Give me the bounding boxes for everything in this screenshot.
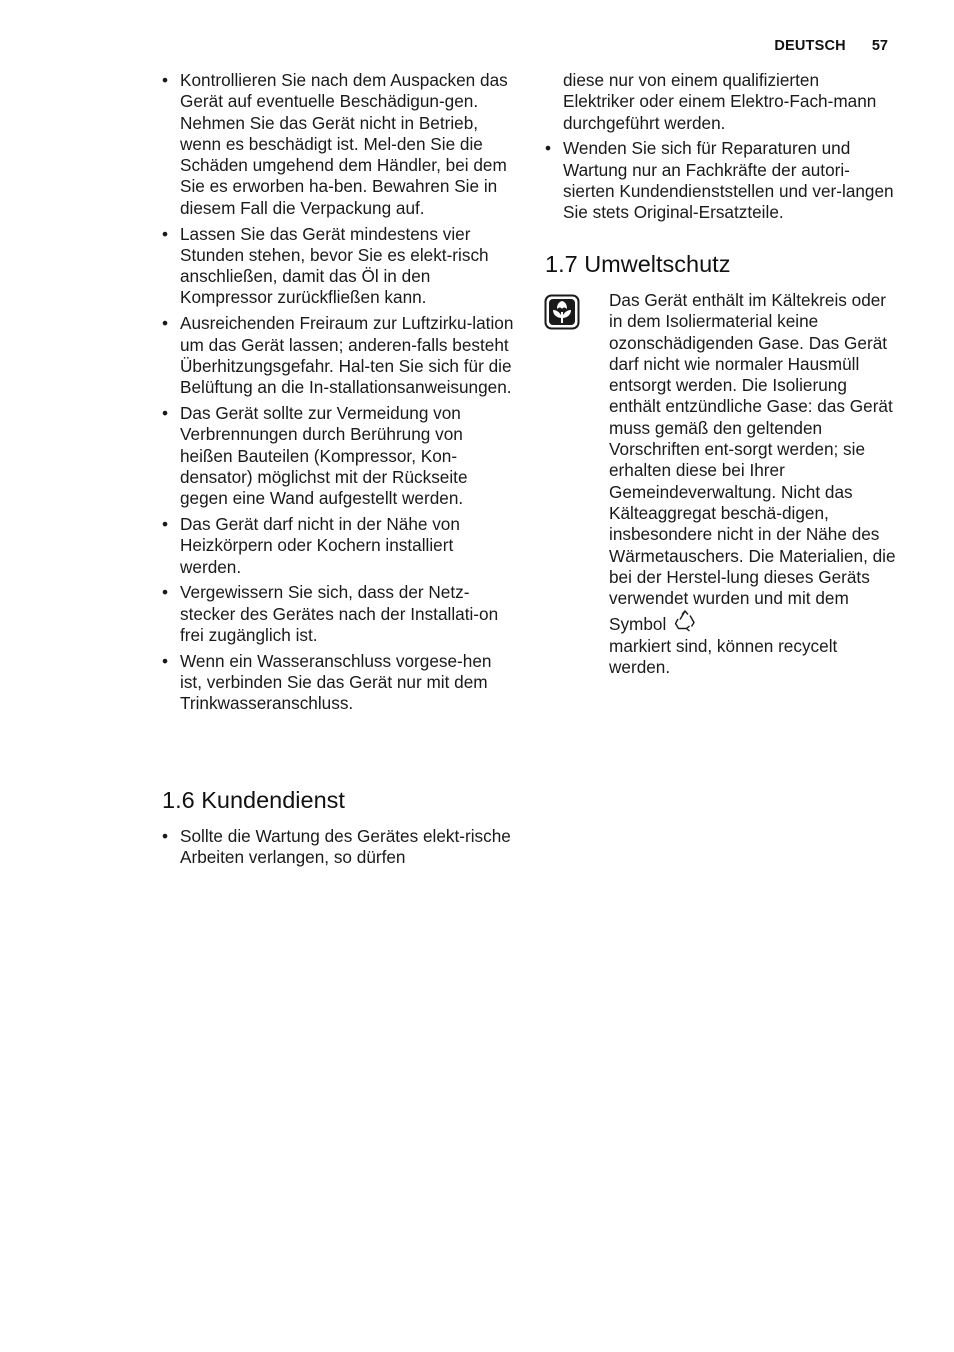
list-item: • Das Gerät sollte zur Vermeidung von Verbrennungen durch Berührung von heißen Bauteilen (Kompressor, Kon-densator) möglichst mit der Rückseite gegen eine Wand aufgestellt werden.: [162, 403, 517, 509]
list-item: • Wenden Sie sich für Reparaturen und Wartung nur an Fachkräfte der autori-sierten Kundendienststellen und ver-langen Sie stets Original-Ersatzteile.: [545, 138, 895, 223]
kundendienst-bullet-list: [162, 826, 517, 869]
page-number: 57: [871, 38, 888, 54]
section-heading-umweltschutz: 1.7 Umweltschutz: [545, 251, 731, 277]
list-item: • Sollte die Wartung des Gerätes elekt-rische Arbeiten verlangen, so dürfen: [162, 826, 517, 869]
list-item: • Vergewissern Sie sich, dass der Netz-stecker des Gerätes nach der Installati-on frei zugänglich ist.: [162, 582, 517, 646]
environment-text-end: markiert sind, können recycelt werden.: [609, 635, 838, 678]
list-item: • Das Gerät darf nicht in der Nähe von Heizkörpern oder Kochern installiert werden.: [162, 514, 517, 578]
list-item: • Kontrollieren Sie nach dem Auspacken das Gerät auf eventuelle Beschädigun-gen. Nehmen Sie das Gerät nicht in Betrieb, wenn es beschädigt ist. Mel-den Sie die Schäden umgehend dem Händler, bei dem Sie es erworben ha-ben. Bewahren Sie in diesem Fall die Verpackung auf.: [162, 70, 517, 219]
continued-paragraph: diese nur von einem qualifizierten Elektriker oder einem Elektro-Fach-mann durchgeführt werden.: [563, 70, 877, 133]
environment-flower-icon: [544, 294, 580, 330]
recycle-icon: [673, 609, 697, 633]
safety-bullet-list: [162, 70, 517, 715]
kundendienst-section: [162, 826, 517, 873]
right-column: [545, 70, 895, 228]
list-item: • Wenn ein Wasseranschluss vorgese-hen ist, verbinden Sie das Gerät nur mit dem Trinkwasseranschluss.: [162, 651, 517, 715]
list-item: • Ausreichenden Freiraum zur Luftzirku-lation um das Gerät lassen; anderen-falls besteht Überhitzungsgefahr. Hal-ten Sie sich für die Belüftung an die In-stallationsanweisungen.: [162, 313, 517, 398]
section-heading-kundendienst: 1.6 Kundendienst: [162, 787, 345, 813]
repair-bullet-list: [545, 138, 895, 223]
left-column: [162, 70, 517, 719]
page-header: [774, 38, 888, 54]
header-language: DEUTSCH: [774, 38, 846, 54]
list-item: • Lassen Sie das Gerät mindestens vier Stunden stehen, bevor Sie es elekt-risch anschließen, damit das Öl in den Kompressor zurückfließen kann.: [162, 224, 517, 309]
environment-paragraph: [609, 290, 899, 678]
environment-text: Das Gerät enthält im Kältekreis oder in dem Isoliermaterial keine ozonschädigenden Gase. Das Gerät darf nicht wie normaler Hausmüll entsorgt werden. Die Isolierung enthält entzündliche Gase: das Gerät muss gemäß den geltenden Vorschriften ent-sorgt werden; sie erhalten diese bei Ihrer Gemeindeverwaltung. Nicht das Kälteaggregat beschä-digen, insbesondere nicht in der Nähe des Wärmetauschers. Die Materialien, die bei der Herstel-lung dieses Geräts verwendet wurden und mit dem Symbol: [609, 290, 896, 635]
